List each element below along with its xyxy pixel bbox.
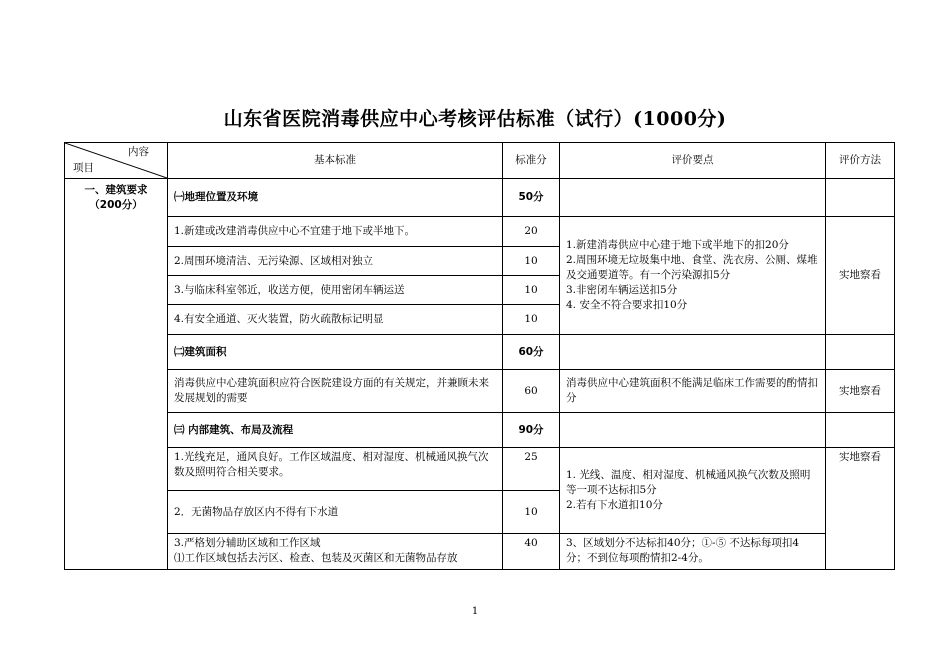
section-row	[65, 179, 895, 217]
section-title: ㈢ 内部建筑、布局及流程	[168, 413, 503, 448]
category-cell	[65, 179, 168, 570]
header-basic: 基本标准	[168, 143, 503, 179]
standard-text: 1.光线充足，通风良好。工作区域温度、相对湿度、机械通风换气次数及照明符合相关要求。	[168, 448, 503, 491]
standard-text: 1.新建或改建消毒供应中心不宜建于地下或半地下。	[168, 217, 503, 247]
standard-score: 10	[503, 276, 560, 305]
standard-line: ⑴工作区域包括去污区、检查、包装及灭菌区和无菌物品存放	[174, 552, 458, 564]
point-line: 1.新建消毒供应中心建于地下或半地下的扣20分	[566, 239, 789, 251]
corner-content-label: 内容	[128, 146, 149, 158]
empty-cell	[826, 413, 895, 448]
section-title: ㈠地理位置及环境	[168, 179, 503, 217]
corner-header-cell	[65, 143, 168, 179]
empty-cell	[826, 335, 895, 370]
header-row	[65, 143, 895, 179]
corner-item-label: 项目	[73, 162, 94, 174]
standard-score: 10	[503, 305, 560, 335]
evaluation-method: 实地察看	[826, 217, 895, 335]
standard-score: 20	[503, 217, 560, 247]
point-line: 4. 安全不符合要求扣10分	[566, 299, 688, 311]
empty-cell	[826, 179, 895, 217]
header-score: 标准分	[503, 143, 560, 179]
section-row	[65, 413, 895, 448]
table-row	[65, 534, 895, 570]
evaluation-method: 实地察看	[826, 370, 895, 413]
standard-text: 2．无菌物品存放区内不得有下水道	[168, 491, 503, 534]
standard-text: 4.有安全通道、灭火装置，防火疏散标记明显	[168, 305, 503, 335]
table-row	[65, 217, 895, 247]
page-title: 山东省医院消毒供应中心考核评估标准（试行）(1000分)	[223, 108, 727, 130]
evaluation-method: 实地察看	[826, 448, 895, 570]
table-row	[65, 448, 895, 491]
header-points: 评价要点	[560, 143, 826, 179]
point-line: 2.若有下水道扣10分	[566, 499, 663, 511]
standard-score: 10	[503, 247, 560, 276]
point-line: 1. 光线、温度、相对湿度、机械通风换气次数及照明等一项不达标扣5分	[566, 469, 811, 496]
evaluation-points: 3、区域划分不达标扣40分；①-⑤ 不达标每项扣4分；不到位每项酌情扣2-4分。	[560, 534, 826, 570]
standard-text: 3.与临床科室邻近，收送方便，使用密闭车辆运送	[168, 276, 503, 305]
standard-score: 60	[503, 370, 560, 413]
section-score: 50分	[503, 179, 560, 217]
standard-text: 消毒供应中心建筑面积应符合医院建设方面的有关规定，并兼顾未来发展规划的需要	[168, 370, 503, 413]
standard-text: 2.周围环境清洁、无污染源、区域相对独立	[168, 247, 503, 276]
empty-cell	[560, 413, 826, 448]
evaluation-points: 消毒供应中心建筑面积不能满足临床工作需要的酌情扣分	[560, 370, 826, 413]
standard-line: 3.严格划分辅助区域和工作区域	[174, 537, 321, 549]
section-score: 60分	[503, 335, 560, 370]
section-score: 90分	[503, 413, 560, 448]
standard-score: 10	[503, 491, 560, 534]
empty-cell	[560, 335, 826, 370]
category-label: 一、建筑要求	[84, 184, 148, 196]
standard-score: 25	[503, 448, 560, 491]
section-row	[65, 335, 895, 370]
table-row	[65, 370, 895, 413]
category-score: （200分）	[89, 199, 143, 211]
section-title: ㈡建筑面积	[168, 335, 503, 370]
standard-text	[168, 534, 503, 570]
page-number: 1	[471, 606, 479, 617]
point-line: 3.非密闭车辆运送扣5分	[566, 284, 678, 296]
empty-cell	[560, 179, 826, 217]
assessment-table	[64, 142, 895, 570]
evaluation-points	[560, 217, 826, 335]
standard-score: 40	[503, 534, 560, 570]
header-method: 评价方法	[826, 143, 895, 179]
point-line: 2.周围环境无垃圾集中地、食堂、洗衣房、公厕、煤堆及交通要道等。有一个污染源扣5分	[566, 254, 818, 281]
evaluation-points	[560, 448, 826, 534]
